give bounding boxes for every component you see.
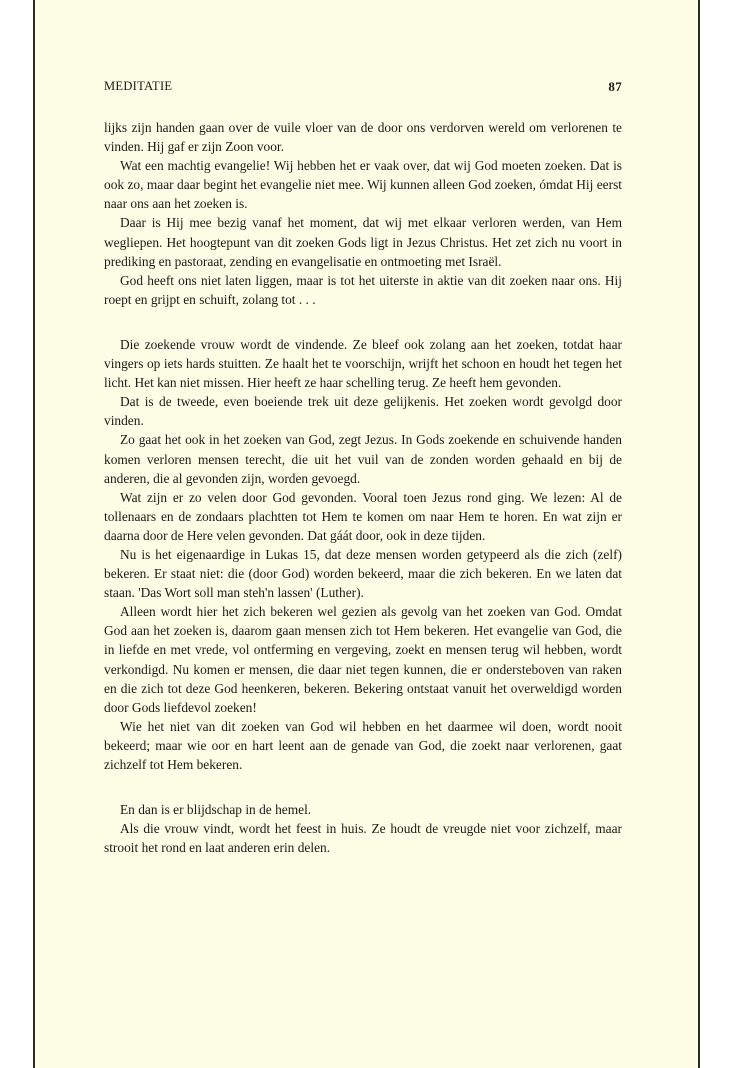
paragraph: Daar is Hij mee bezig vanaf het moment, dat wij met elkaar verloren werden, van Hem wegliepen. Het hoogtepunt van dit zoeken Gods ligt in Jezus Christus. Het zet zich nu voort in prediking en pastoraat, zending en evangelisatie en ontmoeting met Israël. xyxy=(104,215,622,269)
paragraph: Als die vrouw vindt, wordt het feest in huis. Ze houdt de vreugde niet voor zichzelf, maar strooit het rond en laat anderen erin delen. xyxy=(104,821,622,856)
paragraph: Wat zijn er zo velen door God gevonden. Vooral toen Jezus rond ging. We lezen: Al de tollenaars en de zondaars plachtten tot Hem te komen om naar Hem te horen. En wat zijn er daarna door de Here velen gevonden. Dat gáát door, ook in deze tijden. xyxy=(104,489,622,543)
paragraph: Wie het niet van dit zoeken van God wil hebben en het daarmee wil doen, wordt nooit bekeerd; maar wie oor en hart leent aan de genade van God, die zoekt naar verlorenen, gaat zichzelf tot Hem bekeren. xyxy=(104,718,622,772)
page-body xyxy=(104,118,622,857)
paragraph: Nu is het eigenaardige in Lukas 15, dat deze mensen worden getypeerd als die zich (zelf) bekeren. Er staat niet: die (door God) worden bekeerd, maar die zich bekeren. En we laten dat staan. 'Das Wort soll man steh'n lassen' (Luther). xyxy=(104,546,622,601)
paragraph: Die zoekende vrouw wordt de vindende. Ze bleef ook zolang aan het zoeken, totdat haar vingers op iets hards stuitten. Ze haalt het te voorschijn, wrijft het schoon en houdt het tegen het licht. Het kan niet missen. Hier heeft ze haar schelling terug. Ze heeft hem gevonden. xyxy=(104,336,622,391)
page-number: 87 xyxy=(608,79,622,94)
paragraph: Alleen wordt hier het zich bekeren wel gezien als gevolg van het zoeken van God. Omdat God aan het zoeken is, daarom gaan mensen zich tot Hem bekeren. Het evangelie van God, die in liefde en met vrede, vol ontferming en vergeving, zoekt en mensen terug wil hebben, wordt verkondigd. Nu komen er mensen, die daar niet tegen kunnen, die er ondersteboven van raken en die zich tot deze God heenkeren, bekeren. Bekering ontstaat vanuit het overweldigd worden door Gods liefdevol zoeken! xyxy=(104,604,622,715)
header-title: MEDITATIE xyxy=(104,79,173,93)
paragraph: God heeft ons niet laten liggen, maar is tot het uiterste in aktie van dit zoeken naar ons. Hij roept en grijpt en schuift, zolang tot . . . xyxy=(104,272,622,307)
section-break xyxy=(104,309,622,335)
paragraph: Zo gaat het ook in het zoeken van God, zegt Jezus. In Gods zoekende en schuivende handen komen verloren mensen terecht, die uit het vuil van de zonden worden gehaald en bij de anderen, die al gevonden zijn, worden gevoegd. xyxy=(104,432,622,486)
paragraph: Wat een machtig evangelie! Wij hebben het er vaak over, dat wij God moeten zoeken. Dat is ook zo, maar daar begint het evangelie niet mee. Wij kunnen alleen God zoeken, ómdat Hij eerst naar ons aan het zoeken is. xyxy=(104,158,622,212)
paragraph: lijks zijn handen gaan over de vuile vloer van de door ons verdorven wereld om verlorenen te vinden. Hij gaf er zijn Zoon voor. xyxy=(104,120,622,155)
running-header xyxy=(104,79,622,94)
paragraph: Dat is de tweede, even boeiende trek uit deze gelijkenis. Het zoeken wordt gevolgd door vinden. xyxy=(104,394,622,429)
section-break xyxy=(104,774,622,800)
paragraph: En dan is er blijdschap in de hemel. xyxy=(120,802,312,818)
